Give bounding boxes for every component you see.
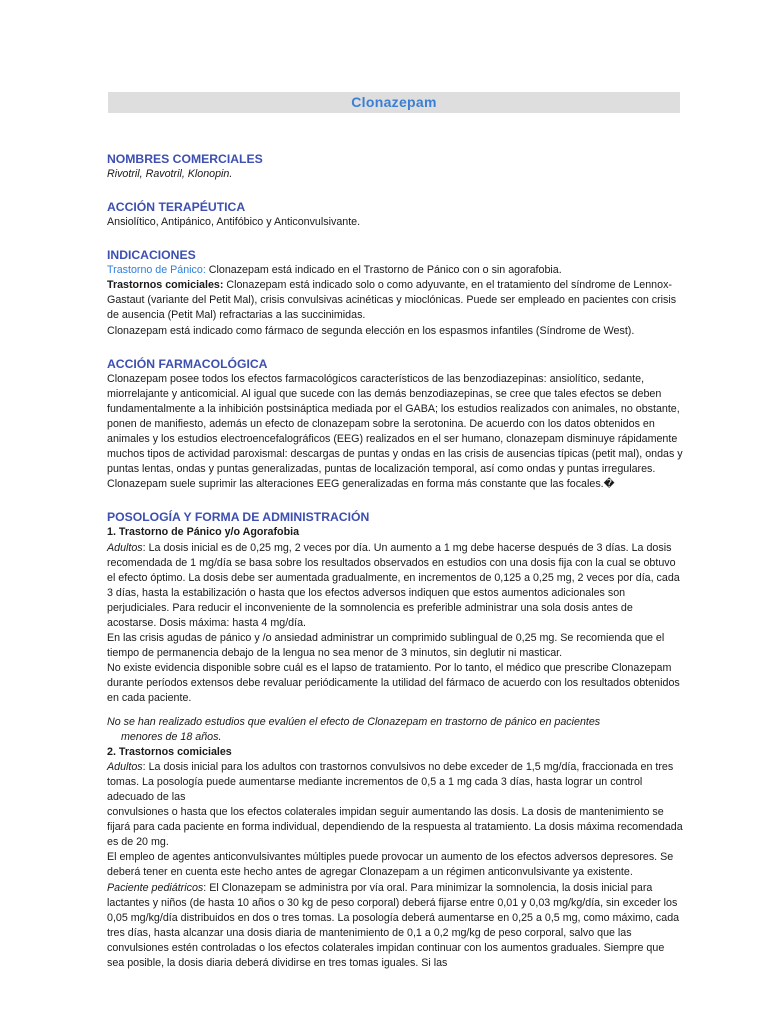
panico-text: Clonazepam está indicado en el Trastorno de Pánico con o sin agorafobia. [205, 264, 562, 277]
indicacion-west: Clonazepam está indicado como fármaco de segunda elección en los espasmos infantiles (Síndrome de West). [107, 324, 635, 337]
section-accion-terapeutica [107, 200, 683, 230]
section-posologia [107, 510, 683, 971]
posologia-paragraph: convulsiones o hasta que los efectos colaterales impidan seguir aumentando las dosis. La dosis de mantenimiento se fijará para cada paciente en forma individual, dependiendo de la respuesta al tratamiento. La dosis máxima recomendada es de 20 mg. [107, 806, 683, 849]
paragraph-text: : La dosis inicial es de 0,25 mg, 2 veces por día. Un aumento a 1 mg debe hacerse después de 3 días. La dosis recomendada de 1 mg/día se basa sobre los resultados observados en estudios con una dosis fija con la cual se obtuvo el efecto óptimo. La dosis debe ser aumentada gradualmente, en incrementos de 0,125 a 0,25 mg, 2 veces por día, cada 3 días, hasta la estabilización o hasta que los efectos adversos indiquen que estos aumentos adicionales son perjudiciales. Para reducir el inconveniente de la somnolencia es preferible administrar una sola dosis antes de acostarse. Dosis máxima: hasta 4 mg/día. [107, 541, 680, 629]
document-title: Clonazepam [108, 92, 680, 113]
section-nombres-comerciales [107, 152, 683, 182]
posologia-note [107, 715, 683, 745]
adultos-label: Adultos [107, 760, 143, 773]
section-heading: NOMBRES COMERCIALES [107, 152, 263, 166]
posologia-paragraph: El empleo de agentes anticonvulsivantes múltiples puede provocar un aumento de los efectos adversos depresores. Se deberá tener en cuenta este hecho antes de agregar Clonazepam a un régimen anticonvulsivante ya existente. [107, 851, 674, 879]
paragraph-text: : El Clonazepam se administra por vía oral. Para minimizar la somnolencia, la dosis inicial para lactantes y niños (de hasta 10 años o 30 kg de peso corporal) deberá fijarse entre 0,01 y 0,03 mg/kg/día, sin exceder los 0,05 mg/kg/día distribuidos en dos o tres tomas. La posología deberá aumentarse en 0,25 a 0,5 mg, como máximo, cada tres días, hasta alcanzar una dosis diaria de mantenimiento de 0,1 a 0,2 mg/kg de peso corporal, salvo que las convulsiones estén controladas o los efectos colaterales impidan continuar con los aumentos graduales. Siempre que sea posible, la dosis diaria deberá dividirse en tres tomas iguales. Si las [107, 881, 680, 970]
subsection-heading: 1. Trastorno de Pánico y/o Agorafobia [107, 526, 300, 539]
comiciales-text: Clonazepam está indicado solo o como adyuvante, en el tratamiento del síndrome de Lennox-Gastaut (variante del Petit Mal), crisis convulsivas acinéticas y mioclónicas. Puede ser empleado en pacientes con crisis de ausencia (Petit Mal) refractarias a las succinimidas. [107, 279, 677, 322]
adultos-label: Adultos [107, 541, 143, 554]
comiciales-label: Trastornos comiciales: [107, 279, 224, 292]
subsection-heading: 2. Trastornos comiciales [107, 745, 232, 758]
note-line: menores de 18 años. [121, 730, 222, 743]
panico-label[interactable]: Trastorno de Pánico: [107, 264, 206, 277]
section-heading: POSOLOGÍA Y FORMA DE ADMINISTRACIÓN [107, 510, 370, 525]
farmacologica-paragraph: Clonazepam posee todos los efectos farmacológicos característicos de las benzodiazepinas: ansiolítico, sedante, miorrelajante y anticomicial. Al igual que sucede con las demás benzodiazepinas, se cree que tales efectos se deben fundamentalmente a la inhibición postsináptica mediada por el GABA; los estudios realizados con animales, no obstante, ponen de manifiesto, además un efecto de clonazepam sobre la serotonina. De acuerdo con los datos obtenidos en animales y los estudios electroencefalográficos (EEG) realizados en el ser humano, clonazepam disminuye rápidamente muchos tipos de actividad paroxismal: descargas de puntas y ondas en las crisis de ausencias típicas (petit mal), ondas y puntas lentas, ondas y puntas generalizadas, puntas de localización temporal, así como ondas y puntas irregulares. [107, 372, 683, 476]
posologia-paragraph: En las crisis agudas de pánico y /o ansiedad administrar un comprimido sublingual de 0,25 mg. Se recomienda que el tiempo de permanencia debajo de la lengua no sea menor de 3 minutos, sin deglutir ni masticar. [107, 632, 665, 660]
posologia-paragraph: No existe evidencia disponible sobre cuál es el lapso de tratamiento. Por lo tanto, el médico que prescribe Clonazepam durante períodos extensos debe revaluar periódicamente la utilidad del fármaco de acuerdo con los resultados obtenidos en cada paciente. [107, 662, 680, 705]
section-heading: ACCIÓN TERAPÉUTICA [107, 200, 246, 215]
paragraph-text: : La dosis inicial para los adultos con trastornos convulsivos no debe exceder de 1,5 mg/día, fraccionada en tres tomas. La posología puede aumentarse mediante incrementos de 0,5 a 1 mg cada 3 días, hasta lograr un control adecuado de las [107, 760, 674, 803]
indicacion-comiciales [107, 278, 683, 323]
posologia-paragraph [107, 541, 683, 632]
section-indicaciones [107, 248, 683, 338]
document-body [107, 152, 683, 973]
posologia-paragraph [107, 881, 683, 972]
pediatricos-label: Paciente pediátricos [107, 881, 204, 894]
section-heading: INDICACIONES [107, 248, 196, 263]
farmacologica-paragraph: Clonazepam suele suprimir las alteraciones EEG generalizadas en forma más constante que las focales.� [107, 478, 615, 491]
indicacion-panico [107, 263, 683, 278]
section-text: Rivotril, Ravotril, Klonopin. [107, 168, 233, 180]
posologia-paragraph [107, 760, 683, 805]
note-line: No se han realizado estudios que evalúen el efecto de Clonazepam en trastorno de pánico en pacientes [107, 715, 601, 728]
section-accion-farmacologica [107, 357, 683, 493]
section-heading: ACCIÓN FARMACOLÓGICA [107, 356, 268, 371]
section-text: Ansiolítico, Antipánico, Antifóbico y Anticonvulsivante. [107, 216, 361, 229]
